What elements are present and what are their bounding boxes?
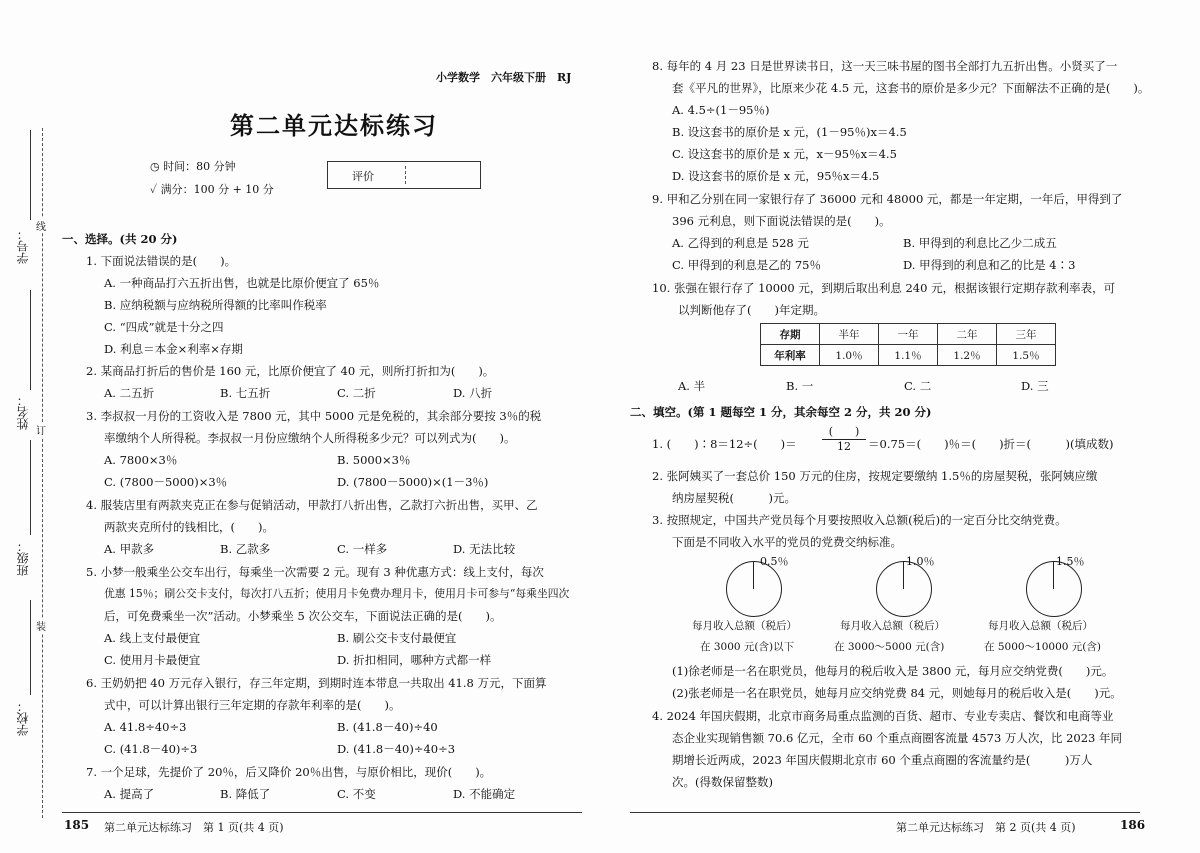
table-cell: 二年: [938, 324, 997, 345]
binding-mark-ding: 订: [36, 422, 46, 437]
option[interactable]: D. 八折: [453, 386, 493, 400]
option[interactable]: D. 三: [1021, 379, 1049, 393]
table-cell: 三年: [997, 324, 1056, 345]
student-id-blank[interactable]: [30, 130, 31, 220]
option[interactable]: C. 使用月卡最便宜: [104, 653, 201, 667]
page-title: 第二单元达标练习: [230, 111, 438, 140]
option[interactable]: B. (41.8－40)÷40: [337, 720, 438, 734]
question-2: 2. 某商品打折后的售价是 160 元，比原价便宜了 40 元，则所打折扣为( )。: [86, 364, 495, 378]
option[interactable]: C. 不变: [337, 787, 376, 801]
class-label: 班级：: [16, 540, 30, 576]
option[interactable]: B. 一: [786, 379, 814, 393]
time-info: ◷ 时间：80 分钟: [150, 160, 236, 173]
fill-question-3-cont: 下面是不同收入水平的党员的党费交纳标准。: [672, 535, 902, 549]
question-9-cont: 396 元利息，则下面说法错误的是( )。: [672, 214, 891, 228]
fill-question-1-cont: ＝0.75＝( )％＝( )折＝( )(填成数): [868, 437, 1114, 451]
option[interactable]: A. 7800×3％: [104, 453, 178, 467]
question-3: 3. 李叔叔一月份的工资收入是 7800 元，其中 5000 元是免税的，其余部分要按 3％的税: [86, 409, 542, 423]
table-cell: 1.0％: [820, 345, 879, 366]
student-id-label: 学号：: [16, 228, 30, 264]
option[interactable]: B. 七五折: [220, 386, 271, 400]
fill-question-4-cont: 态企业实现销售额 70.6 亿元，全市 60 个重点商圈客流量 4573 万人次，比 2023 年同: [672, 731, 1123, 745]
school-label: 学校：: [16, 700, 30, 736]
option[interactable]: B. 降低了: [220, 787, 271, 801]
question-10: 10. 张强在银行存了 10000 元，到期后取出利息 240 元，根据该银行定期存款利率表，可: [652, 281, 1116, 295]
fraction-numerator[interactable]: ( ): [822, 425, 866, 440]
question-10-cont: 以判断他存了( )年定期。: [678, 303, 825, 317]
option[interactable]: A. 乙得到的利息是 528 元: [672, 236, 809, 250]
fill-question-3-sub1: (1)徐老师是一名在职党员，他每月的税后收入是 3800 元，每月应交纳党费( )元。: [672, 664, 1114, 678]
question-6-cont: 式中，可以计算出银行三年定期的存款年利率的是( )。: [104, 698, 401, 712]
question-6: 6. 王奶奶把 40 万元存入银行，存三年定期，到期时连本带息一共取出 41.8 万元，下面算: [86, 676, 547, 690]
name-blank[interactable]: [30, 290, 31, 390]
option[interactable]: D. (41.8－40)÷40÷3: [337, 742, 456, 756]
fill-question-4: 4. 2024 年国庆假期，北京市商务局重点监测的百货、超市、专业专卖店、餐饮和电商等业: [652, 709, 1114, 723]
question-8: 8. 每年的 4 月 23 日是世界读书日，这一天三味书屋的图书全部打九五折出售。小贤买了一: [652, 59, 1118, 73]
binding-mark-xian: 线: [36, 218, 46, 233]
option[interactable]: D. 利息＝本金×利率×存期: [104, 342, 243, 356]
check-icon: ✓: [150, 183, 161, 196]
score-info: ✓ 满分：100 分 + 10 分: [150, 183, 274, 196]
evaluation-box: 评价: [327, 161, 481, 189]
table-row: [761, 345, 1056, 366]
question-8-cont: 套《平凡的世界》，比原来少花 4.5 元，这套书的原价是多少元？下面解法不正确的是( )。: [672, 81, 1150, 95]
interest-rate-table: [760, 323, 1056, 366]
binding-mark-zhuang: 装: [36, 618, 46, 633]
question-7: 7. 一个足球，先提价了 20％，后又降价 20％出售，与原价相比，现价( )。: [86, 765, 492, 779]
footer-rule-left: [62, 812, 582, 813]
option[interactable]: C. 设这套书的原价是 x 元，x－95％x＝4.5: [672, 147, 897, 161]
option[interactable]: C. 二折: [337, 386, 376, 400]
option[interactable]: A. 4.5÷(1－95％): [672, 103, 770, 117]
option[interactable]: B. 5000×3％: [337, 453, 411, 467]
table-cell: 1.1％: [879, 345, 938, 366]
table-cell: 半年: [820, 324, 879, 345]
option[interactable]: A. 提高了: [104, 787, 155, 801]
option[interactable]: C. (41.8－40)÷3: [104, 742, 198, 756]
table-cell: 一年: [879, 324, 938, 345]
table-row: [761, 324, 1056, 345]
question-4: 4. 服装店里有两款夹克正在参与促销活动，甲款打八折出售，乙款打六折出售，买甲、乙: [86, 498, 538, 512]
option[interactable]: C. 甲得到的利息是乙的 75％: [672, 258, 821, 272]
series-header: 小学数学 六年级下册 RJ: [436, 71, 572, 84]
fraction: [822, 425, 866, 454]
question-5-cont: 优惠 15％；刷公交卡支付，每次打八五折；使用月卡免费办理月卡，使用月卡可参与“每乘坐四次: [104, 587, 570, 600]
option[interactable]: A. 线上支付最便宜: [104, 631, 201, 645]
section-heading: 一、选择。(共 20 分): [62, 232, 178, 246]
fraction-denominator: 12: [837, 440, 851, 453]
footer-text-right: 第二单元达标练习 第 2 页(共 4 页): [896, 821, 1076, 834]
option[interactable]: A. 二五折: [104, 386, 155, 400]
question-9: 9. 甲和乙分别在同一家银行存了 36000 元和 48000 元，都是一年定期，一年后，甲得到了: [652, 192, 1123, 206]
option[interactable]: C. “四成”就是十分之四: [104, 320, 224, 334]
option[interactable]: B. 刷公交卡支付最便宜: [337, 631, 457, 645]
question-4-cont: 两款夹克所付的钱相比，( )。: [104, 520, 274, 534]
option[interactable]: B. 乙款多: [220, 542, 271, 556]
option[interactable]: D. 折扣相同，哪种方式都一样: [337, 653, 492, 667]
footer-text-left: 第二单元达标练习 第 1 页(共 4 页): [104, 821, 284, 834]
option[interactable]: D. (7800－5000)×(1－3％): [337, 475, 489, 489]
option[interactable]: D. 甲得到的利息和乙的比是 4∶3: [903, 258, 1076, 272]
question-5-cont: 后，可免费乘坐一次”活动。小梦乘坐 5 次公交车，下面说法正确的是( )。: [104, 609, 502, 623]
footer-rule-right: [630, 812, 1140, 813]
question-1: 1. 下面说法错误的是( )。: [86, 254, 237, 268]
question-5: 5. 小梦一般乘坐公交车出行，每乘坐一次需要 2 元。现有 3 种优惠方式：线上支付，每次: [86, 565, 544, 579]
option[interactable]: A. 41.8÷40÷3: [104, 720, 187, 734]
class-blank[interactable]: [30, 440, 31, 535]
table-cell: 1.5％: [997, 345, 1056, 366]
option[interactable]: B. 应纳税额与应纳税所得额的比率叫作税率: [104, 298, 327, 312]
question-3-cont: 率缴纳个人所得税。李叔叔一月份应缴纳个人所得税多少元？可以列式为( )。: [104, 431, 516, 445]
school-blank[interactable]: [30, 600, 31, 695]
section-heading: 二、填空。(第 1 题每空 1 分，其余每空 2 分，共 20 分): [630, 405, 932, 419]
option[interactable]: D. 无法比较: [453, 542, 516, 556]
page-number-right: 186: [1120, 818, 1146, 832]
page-number-left: 185: [64, 818, 90, 832]
option[interactable]: A. 一种商品打六五折出售，也就是比原价便宜了 65％: [104, 276, 380, 290]
fill-question-4-cont: 次。(得数保留整数): [672, 775, 773, 789]
clock-icon: ◷: [150, 160, 164, 173]
table-cell: 年利率: [761, 345, 820, 366]
option[interactable]: B. 设这套书的原价是 x 元，(1－95％)x＝4.5: [672, 125, 907, 139]
option[interactable]: C. (7800－5000)×3％: [104, 475, 228, 489]
table-cell: 1.2％: [938, 345, 997, 366]
fill-question-1: 1. ( )∶8＝12÷( )＝: [652, 437, 797, 451]
option[interactable]: A. 半: [678, 379, 706, 393]
option[interactable]: C. 二: [904, 379, 932, 393]
option[interactable]: D. 不能确定: [453, 787, 516, 801]
option[interactable]: D. 设这套书的原价是 x 元，95％x＝4.5: [672, 169, 880, 183]
fill-question-3: 3. 按照规定，中国共产党员每个月要按照收入总额(税后)的一定百分比交纳党费。: [652, 513, 1067, 527]
fill-question-2-cont: 纳房屋契税( )元。: [672, 491, 796, 505]
fill-question-2: 2. 张阿姨买了一套总价 150 万元的住房，按规定要缴纳 1.5％的房屋契税，张阿姨应缴: [652, 469, 1098, 483]
option[interactable]: B. 甲得到的利息比乙少二成五: [903, 236, 1057, 250]
option[interactable]: C. 一样多: [337, 542, 388, 556]
name-label: 姓名：: [16, 394, 30, 430]
option[interactable]: A. 甲款多: [104, 542, 155, 556]
table-cell: 存期: [761, 324, 820, 345]
fill-question-4-cont: 期增长近两成，2023 年国庆假期北京市 60 个重点商圈的客流量约是( )万人: [672, 753, 1093, 767]
fill-question-3-sub2: (2)张老师是一名在职党员，她每月应交纳党费 84 元，则她每月的税后收入是( )元。: [672, 686, 1122, 700]
